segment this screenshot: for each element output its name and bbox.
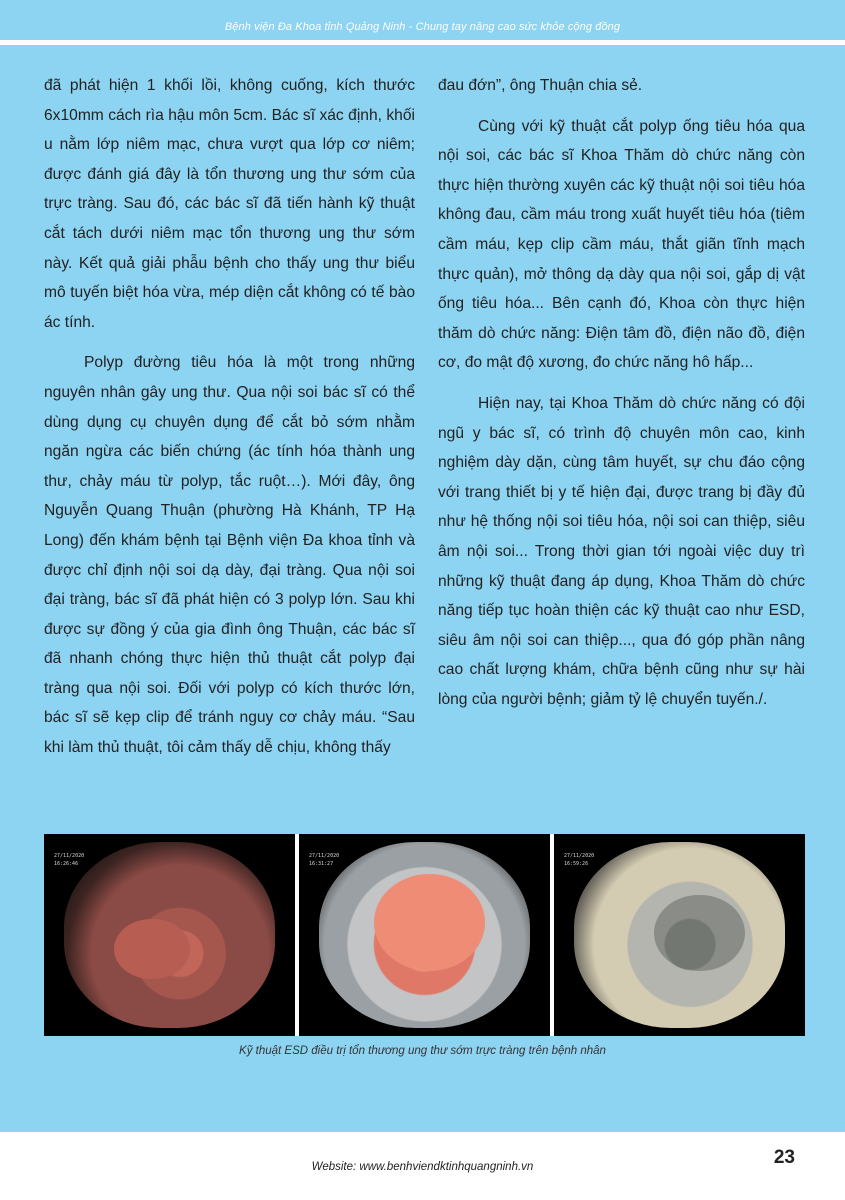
page-number: 23	[773, 1147, 795, 1168]
left-paragraph-1: đã phát hiện 1 khối lồi, không cuống, kích thước 6x10mm cách rìa hậu môn 5cm. Bác sĩ xác định, khối u nằm lớp niêm mạc, chưa vượt qua lớp cơ niêm; được đánh giá đây là tổn thương ung thư sớm của trực tràng. Sau đó, các bác sĩ đã tiến hành kỹ thuật cắt tách dưới niêm mạc tổn thương ung thư sớm này. Kết quả giải phẫu bệnh cho thấy ung thư biểu mô tuyến biệt hóa vừa, mép diện cắt không có tế bào ác tính.	[44, 77, 415, 331]
overlay-time: 16:26:46	[54, 861, 79, 867]
header-band	[0, 0, 845, 40]
overlay-date: 27/11/2020	[309, 853, 340, 859]
overlay-date: 27/11/2020	[54, 853, 85, 859]
right-paragraph-2: Cùng với kỹ thuật cắt polyp ống tiêu hóa qua nội soi, các bác sĩ Khoa Thăm dò chức năng còn thực hiện thường xuyên các kỹ thuật nội soi tiêu hóa không đau, cầm máu trong xuất huyết tiêu hóa (tiêm cầm máu, kẹp clip cầm máu, thắt giãn tĩnh mạch thực quản), mở thông dạ dày qua nội soi, gắp dị vật ống tiêu hóa... Bên cạnh đó, Khoa còn thực hiện thăm dò chức năng: Điện tâm đồ, điện não đồ, điện cơ, đo mật độ xương, đo chức năng hô hấp...	[438, 117, 805, 372]
left-column	[44, 71, 415, 763]
endoscope-overlay-text	[309, 852, 339, 868]
overlay-time: 16:31:27	[309, 861, 334, 867]
endoscopy-image-lesion	[44, 834, 295, 1036]
right-paragraph-3: Hiện nay, tại Khoa Thăm dò chức năng có đội ngũ y bác sĩ, có trình độ chuyên môn cao, kinh nghiệm dày dặn, cùng tâm huyết, sự chu đáo cộng với trang thiết bị y tế hiện đại, được trang bị đầy đủ như hệ thống nội soi tiêu hóa, nội soi can thiệp, siêu âm nội soi... Trong thời gian tới ngoài việc duy trì những kỹ thuật đang áp dụng, Khoa Thăm dò chức năng tiếp tục hoàn thiện các kỹ thuật cao như ESD, siêu âm nội soi can thiệp..., qua đó góp phần nâng cao chất lượng khám, chữa bệnh cũng như sự hài lòng của người bệnh; giảm tỷ lệ chuyển tuyến./.	[438, 394, 805, 708]
endoscopy-image-resection-site	[554, 834, 805, 1036]
left-paragraph-2: Polyp đường tiêu hóa là một trong những nguyên nhân gây ung thư. Qua nội soi bác sĩ có thể dùng dụng cụ chuyên dụng để cắt bỏ sớm nhằm ngăn ngừa các biến chứng (ác tính hóa thành ung thư, chảy máu từ polyp, tắc ruột…). Mới đây, ông Nguyễn Quang Thuận (phường Hà Khánh, TP Hạ Long) đến khám bệnh tại Bệnh viện Đa khoa tỉnh và được chỉ định nội soi dạ dày, đại tràng. Qua nội soi đại tràng, bác sĩ đã phát hiện có 3 polyp lớn. Sau khi được sự đồng ý của gia đình ông Thuận, các bác sĩ đã nhanh chóng thực hiện thủ thuật cắt polyp đại tràng qua nội soi. Đối với polyp có kích thước lớn, bác sĩ sẽ kẹp clip để tránh nguy cơ chảy máu. “Sau khi làm thủ thuật, tôi cảm thấy dễ chịu, không thấy	[44, 354, 415, 757]
resection-mark	[654, 895, 744, 972]
right-paragraph-1: đau đớn”, ông Thuận chia sẻ.	[438, 77, 643, 94]
footer-website: Website: www.benhviendktinhquangninh.vn	[311, 1161, 534, 1173]
endoscope-overlay-text	[54, 852, 84, 868]
header-title: Bệnh viện Đa Khoa tỉnh Quảng Ninh - Chung tay nâng cao sức khỏe cộng đồng	[224, 21, 621, 33]
overlay-time: 16:59:26	[564, 861, 589, 867]
overlay-date: 27/11/2020	[564, 853, 595, 859]
photo-caption: Kỹ thuật ESD điều trị tổn thương ung thư sớm trực tràng trên bệnh nhân	[239, 1045, 606, 1057]
lesion-mark	[114, 919, 189, 980]
tumor-mark	[374, 874, 484, 971]
endoscope-overlay-text	[564, 852, 594, 868]
endoscopy-image-lifted-tumor	[299, 834, 550, 1036]
right-column	[438, 71, 805, 714]
endoscopy-photo-strip	[44, 834, 805, 1036]
